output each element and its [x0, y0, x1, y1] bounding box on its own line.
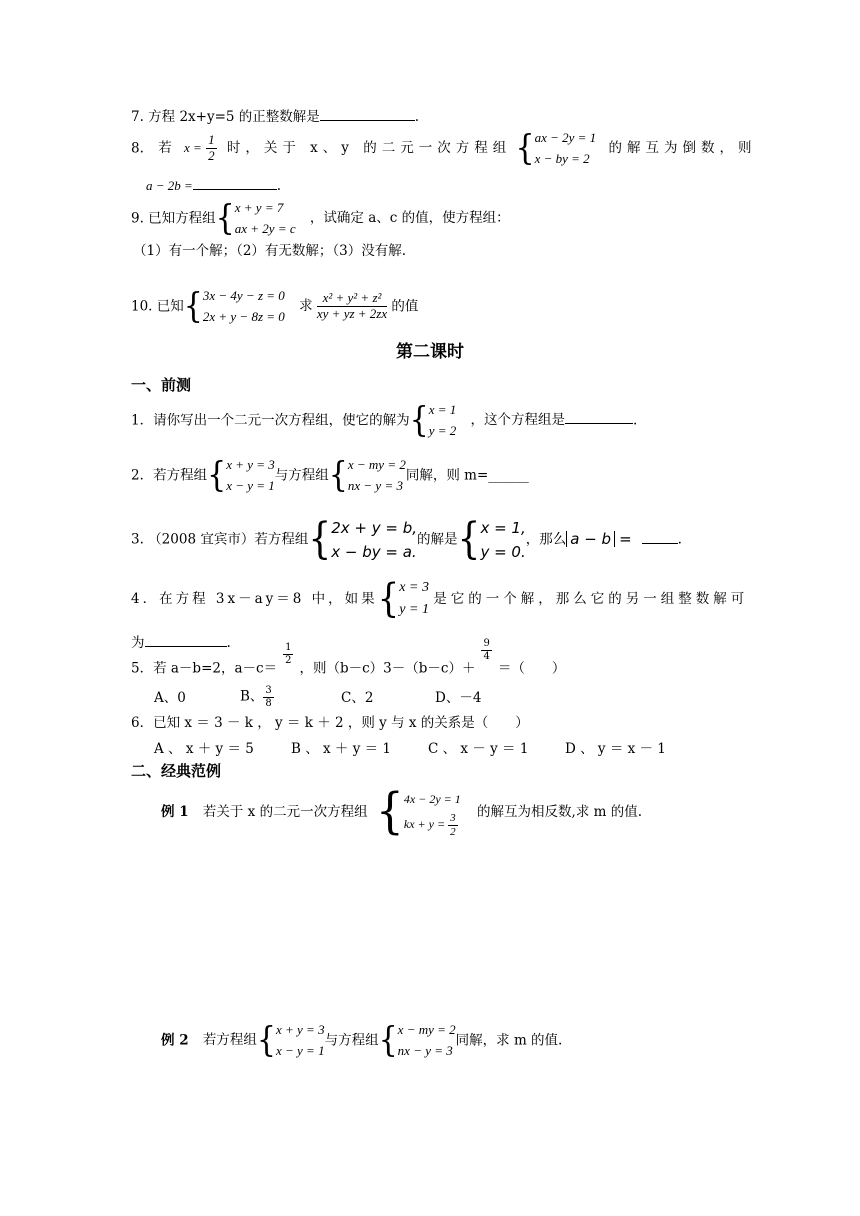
pretest-question-1: 1．请你写出一个二元一次方程组，使它的解为{ x = 1 y = 2 ，这个方程组是 .: [131, 400, 638, 441]
question-8-line2: a − 2b = .: [146, 178, 282, 194]
equation-system: x = 1, y = 0.: [480, 519, 526, 561]
answer-blank[interactable]: [320, 108, 415, 121]
question-7-text: 7. 方程 2x+y=5 的正整数解是: [131, 109, 320, 125]
equation-system: 4x − 2y = 1 kx + y = $\frac{3}{2}$: [403, 792, 461, 839]
question-9: 9. 已知方程组{ x + y = 7 ax + 2y = c ，试确定 a、c 的值，使方程组：: [131, 198, 510, 239]
question-9-options: （1）有一个解；（2）有无数解；（3）没有解.: [133, 243, 407, 259]
equation-system: x − my = 2 nx − y = 3: [347, 457, 406, 493]
equation-system: x + y = 3 x − y = 1: [226, 457, 275, 493]
option-b[interactable]: B 、 x ＋ y ＝ 1: [291, 741, 391, 757]
equation-system: x − my = 2 nx − y = 3: [397, 1022, 456, 1058]
option-d[interactable]: D 、 y ＝ x － 1: [565, 741, 666, 757]
pretest-question-4-line2: 为 .: [131, 635, 231, 651]
option-c[interactable]: C、2: [341, 690, 374, 706]
example-label: 例 1: [161, 803, 189, 820]
fraction-one-half: $\frac{1}{2}$: [208, 132, 215, 164]
answer-blank[interactable]: [145, 634, 227, 647]
pretest-question-6: 6．已知 x ＝ 3 － k ， y ＝ k ＋ 2 ，则 y 与 x 的关系是（ ）: [131, 715, 529, 731]
pretest-question-2: 2．若方程组{ x + y = 3 x − y = 1 与方程组{ x − my = 2 nx − y = 3 同解，则 m=______: [131, 455, 529, 496]
left-brace: {: [378, 1020, 398, 1061]
example-label: 例 2: [161, 1032, 189, 1049]
absolute-value: a − b: [566, 531, 615, 548]
left-brace: {: [409, 400, 429, 441]
fraction-one-half: $\frac{1}{2}$: [285, 642, 292, 666]
answer-blank[interactable]: [193, 177, 277, 190]
equation-system: 2x + y = b, x − by = a.: [331, 519, 418, 561]
left-brace: {: [183, 286, 203, 327]
equation-system: x + y = 3 x − y = 1: [275, 1022, 325, 1058]
equation-system: ax − 2y = 1 x − by = 2: [534, 130, 597, 166]
fraction-nine-fourths: $\frac{9}{4}$: [483, 638, 490, 662]
option-d[interactable]: D、－4: [435, 690, 482, 706]
equation-system: 3x − 4y − z = 0 2x + y − 8z = 0: [202, 288, 285, 324]
left-brace: {: [207, 455, 227, 496]
pretest-question-4: 4．在方程 3x－ay＝8 中，如果{ x = 3 y = 1 是它的一个解，那么它的另一组整数解可: [131, 576, 749, 623]
left-brace: {: [215, 198, 235, 239]
equation-system: x = 1 y = 2: [428, 402, 457, 438]
fraction-three-eighths: $\frac{3}{8}$: [265, 685, 272, 709]
option-b[interactable]: B、 $\frac{3}{8}$: [240, 685, 272, 709]
answer-blank[interactable]: [642, 531, 678, 544]
pretest-question-5: 5．若 a－b=2，a－c＝ $\frac{1}{2}$ ，则（b－c）3－（b－c）＋ $\frac{9}{4}$ ＝（ ）: [131, 638, 566, 677]
option-a[interactable]: A 、 x ＋ y ＝ 5: [154, 741, 254, 757]
example-2: 例 2 若方程组{ x + y = 3 x − y = 1 与方程组{ x − my = 2 nx − y = 3 同解，求 m 的值.: [161, 1020, 563, 1061]
left-brace: {: [328, 455, 348, 496]
pretest-question-3: 3. （2008 宜宾市）若方程组{ 2x + y = b, x − by = a. 的解是{ x = 1, y = 0. ，那么 a − b = .: [131, 514, 682, 564]
question-10: 10. 已知{ 3x − 4y − z = 0 2x + y − 8z = 0 求 $\frac{\text{x² + y² + z²}}{xy + yz + 2zx}$ 的值: [131, 286, 419, 327]
fraction-expression: $\frac{\text{x² + y² + z²}}{xy + yz + 2zx}$: [316, 290, 388, 322]
section-heading-pretest: 一、前测: [131, 376, 192, 394]
section-heading-examples: 二、经典范例: [131, 762, 222, 780]
equation-system: x = 3 y = 1: [399, 580, 429, 618]
left-brace: {: [457, 514, 481, 564]
left-brace: {: [515, 128, 535, 169]
answer-blank[interactable]: [565, 411, 633, 424]
option-a[interactable]: A、0: [154, 690, 186, 706]
option-c[interactable]: C 、 x － y ＝ 1: [428, 741, 529, 757]
lesson-title: 第二课时: [396, 342, 464, 362]
equation-system: x + y = 7 ax + 2y = c: [234, 200, 296, 236]
question-8: 8. 若 x = $\frac{1}{2}$ 时，关于 x、y 的二元一次方程组 { ax − 2y = 1 x − by = 2 的解互为倒数，则: [131, 128, 757, 169]
left-brace: {: [256, 1020, 276, 1061]
left-brace: {: [375, 783, 404, 840]
left-brace: {: [308, 514, 332, 564]
example-1: 例 1 若关于 x 的二元一次方程组 { 4x − 2y = 1 kx + y = $\frac{3}{2}$ 的解互为相反数,求 m 的值.: [161, 783, 643, 840]
question-7: 7. 方程 2x+y=5 的正整数解是 .: [131, 109, 420, 125]
left-brace: {: [377, 576, 400, 623]
